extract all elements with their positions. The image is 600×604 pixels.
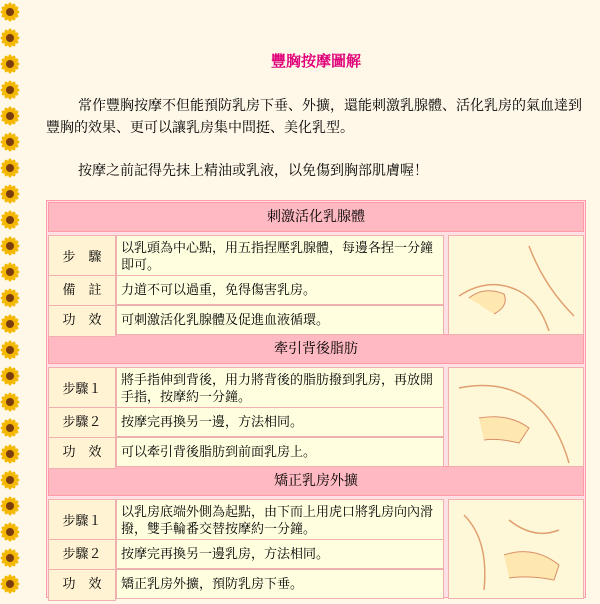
- row-label: 步驟１: [48, 499, 116, 545]
- page-title: 豐胸按摩圖解: [270, 52, 361, 70]
- sunflower-icon: [1, 81, 20, 100]
- row-value: 可刺激活化乳腺體及促進血液循環。: [116, 305, 444, 335]
- sunflower-icon: [1, 55, 20, 74]
- sunflower-border: [0, 0, 24, 600]
- massage-table: [46, 200, 586, 598]
- sunflower-icon: [1, 263, 20, 282]
- section-heading: 牽引背後脂肪: [48, 334, 584, 364]
- sunflower-icon: [1, 29, 20, 48]
- massage-illustration-2: [448, 367, 584, 467]
- row-label: 功 效: [48, 569, 116, 601]
- sunflower-icon: [1, 471, 20, 490]
- row-value: 力道不可以過重，免得傷害乳房。: [116, 275, 444, 305]
- intro-paragraph: 常作豐胸按摩不但能預防乳房下垂、外擴，還能刺激乳腺體、活化乳房的氣血達到豐胸的效果、更可以讓乳房集中問挺、美化乳型。: [46, 98, 582, 136]
- row-label: 步驟１: [48, 367, 116, 413]
- sunflower-icon: [1, 549, 20, 568]
- row-label: 備 註: [48, 275, 116, 307]
- row-label: 步驟２: [48, 539, 116, 571]
- row-value: 按摩完再換另一邊，方法相同。: [116, 407, 444, 437]
- sunflower-icon: [1, 3, 20, 22]
- row-value: 按摩完再換另一邊乳房，方法相同。: [116, 539, 444, 569]
- sunflower-icon: [1, 367, 20, 386]
- row-label: 功 效: [48, 437, 116, 469]
- section-heading: 矯正乳房外擴: [48, 466, 584, 496]
- row-value: 可以牽引背後脂肪到前面乳房上。: [116, 437, 444, 467]
- sunflower-icon: [1, 575, 20, 594]
- row-value: 以乳房底端外側為起點，由下而上用虎口將乳房向內滑撥，雙手輪番交替按摩約一分鐘。: [116, 499, 444, 543]
- sunflower-icon: [1, 341, 20, 360]
- sunflower-icon: [1, 289, 20, 308]
- sunflower-icon: [1, 523, 20, 542]
- sunflower-icon: [1, 393, 20, 412]
- sunflower-icon: [1, 237, 20, 256]
- hands-breast-illustration: [449, 500, 583, 598]
- section-body: [48, 365, 584, 465]
- sunflower-icon: [1, 185, 20, 204]
- sunflower-icon: [1, 133, 20, 152]
- row-value: 將手指伸到背後，用力將背後的脂肪撥到乳房，再放開手指，按摩約一分鐘。: [116, 367, 444, 411]
- hand-breast-illustration: [449, 236, 583, 334]
- sunflower-icon: [1, 159, 20, 178]
- massage-illustration-1: [448, 235, 584, 335]
- sunflower-icon: [1, 211, 20, 230]
- sunflower-icon: [1, 419, 20, 438]
- note-paragraph: 按摩之前記得先抹上精油或乳液，以免傷到胸部肌膚喔！: [78, 163, 428, 179]
- row-value: 以乳頭為中心點，用五指捏壓乳腺體，每邊各捏一分鐘即可。: [116, 235, 444, 279]
- row-label: 步驟２: [48, 407, 116, 439]
- row-value: 矯正乳房外擴，預防乳房下垂。: [116, 569, 444, 599]
- row-label: 功 效: [48, 305, 116, 337]
- section-body: [48, 233, 584, 333]
- sunflower-icon: [1, 107, 20, 126]
- hand-back-illustration: [449, 368, 583, 466]
- sunflower-icons: [0, 0, 24, 600]
- sunflower-icon: [1, 445, 20, 464]
- section-body: [48, 497, 584, 597]
- row-label: 步 驟: [48, 235, 116, 281]
- sunflower-icon: [1, 497, 20, 516]
- section-heading: 刺激活化乳腺體: [48, 202, 584, 232]
- sunflower-icon: [1, 315, 20, 334]
- massage-illustration-3: [448, 499, 584, 599]
